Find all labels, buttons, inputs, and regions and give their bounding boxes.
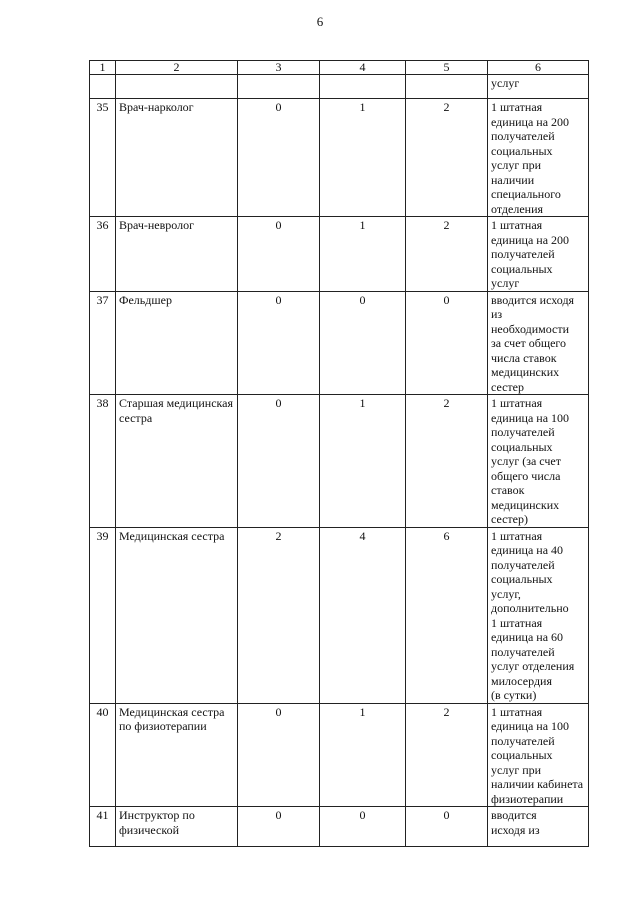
note-line: сестер) [491, 512, 528, 526]
page-number: 6 [316, 14, 324, 29]
note-line: социальных [491, 748, 553, 762]
position-name: Инструктор по физической [116, 807, 238, 847]
staffing-note [488, 217, 589, 292]
note-line: получателей [491, 129, 555, 143]
staffing-note [488, 527, 589, 703]
note-line: 1 штатная [491, 615, 543, 630]
note-line: единица на 40 [491, 543, 564, 557]
note-line: из [491, 307, 503, 321]
note-line: числа ставок [491, 350, 557, 365]
note-line: дополнительно [491, 601, 569, 615]
column-number: 1 [90, 61, 116, 75]
value-cell: 1 [320, 217, 406, 292]
row-number: 39 [90, 527, 116, 703]
position-name: Медицинская сестра [116, 527, 238, 703]
note-line: получателей [491, 247, 555, 261]
note-line: сестер [491, 379, 524, 394]
value-cell: 2 [406, 99, 488, 217]
note-line: получателей [491, 425, 555, 439]
value-cell: 2 [238, 527, 320, 703]
position-name: Медицинская сестра по физиотерапии [116, 703, 238, 807]
note-line: исходя из [491, 822, 540, 837]
note-line: социальных [491, 261, 553, 276]
table-cell [90, 75, 116, 99]
value-cell: 1 [320, 395, 406, 528]
note-line: услуг при [491, 158, 542, 172]
value-cell: 0 [238, 395, 320, 528]
staffing-note [488, 291, 589, 395]
note-line: 1 штатная [491, 396, 543, 410]
value-cell: 0 [320, 291, 406, 395]
note-line: услуг (за счет [491, 454, 561, 468]
table-row [90, 291, 589, 395]
value-cell: 0 [320, 807, 406, 847]
column-number-row [90, 61, 589, 75]
value-cell: 0 [406, 291, 488, 395]
note-line: 1 штатная [491, 704, 543, 719]
row-number: 36 [90, 217, 116, 292]
value-cell: 2 [406, 395, 488, 528]
note-line: медицинских [491, 497, 560, 512]
staffing-note [488, 807, 589, 847]
position-name: Старшая медицинская сестра [116, 395, 238, 528]
value-cell: 0 [406, 807, 488, 847]
note-line: единица на 60 [491, 630, 564, 644]
row-number: 38 [90, 395, 116, 528]
note-line: наличии [491, 172, 535, 187]
note-line: отделения [491, 201, 544, 216]
note-line: необходимости [491, 321, 570, 336]
table-cell [238, 75, 320, 99]
column-number: 2 [116, 61, 238, 75]
table-row [90, 395, 589, 528]
row-number: 35 [90, 99, 116, 217]
value-cell: 0 [238, 807, 320, 847]
note-line: услуг при [491, 762, 542, 777]
note-line: социальных [491, 439, 553, 454]
value-cell: 1 [320, 99, 406, 217]
note-line: ставок [491, 483, 525, 497]
column-number: 3 [238, 61, 320, 75]
row-number: 40 [90, 703, 116, 807]
note-line: получателей [491, 733, 555, 748]
table-row [90, 217, 589, 292]
note-line: наличии кабинета [491, 777, 584, 791]
note-line: социальных [491, 572, 553, 586]
column-number: 6 [488, 61, 589, 75]
position-name: Врач-невролог [116, 217, 238, 292]
note-line: милосердия [491, 673, 552, 688]
value-cell: 0 [238, 703, 320, 807]
note-line: за счет общего [491, 336, 567, 350]
note-line: вводится исходя [491, 292, 575, 307]
note-line: единица на 200 [491, 232, 570, 247]
staffing-note [488, 703, 589, 807]
continuation-row [90, 75, 589, 99]
continuation-note: услуг [488, 75, 589, 99]
note-line: услуг [491, 276, 520, 290]
value-cell: 0 [238, 99, 320, 217]
note-line: (в сутки) [491, 688, 537, 702]
table-row [90, 703, 589, 807]
column-number: 4 [320, 61, 406, 75]
row-number: 41 [90, 807, 116, 847]
note-line: специального [491, 187, 561, 201]
value-cell: 0 [238, 291, 320, 395]
note-line: социальных [491, 143, 553, 158]
table-cell [320, 75, 406, 99]
table-cell [406, 75, 488, 99]
value-cell: 2 [406, 217, 488, 292]
position-name: Врач-нарколог [116, 99, 238, 217]
note-line: вводится [491, 808, 537, 822]
note-line: единица на 100 [491, 410, 570, 425]
value-cell: 2 [406, 703, 488, 807]
table-row [90, 527, 589, 703]
value-cell: 1 [320, 703, 406, 807]
note-line: физиотерапии [491, 791, 564, 806]
table-row [90, 99, 589, 217]
note-line: получателей [491, 557, 555, 572]
note-line: единица на 200 [491, 114, 570, 129]
value-cell: 6 [406, 527, 488, 703]
table-cell [116, 75, 238, 99]
staffing-note [488, 395, 589, 528]
note-line: единица на 100 [491, 719, 570, 733]
row-number: 37 [90, 291, 116, 395]
note-line: услуг, [491, 586, 521, 601]
staffing-note [488, 99, 589, 217]
note-line: 1 штатная [491, 100, 543, 114]
note-line: 1 штатная [491, 218, 543, 232]
position-name: Фельдшер [116, 291, 238, 395]
value-cell: 4 [320, 527, 406, 703]
table-row [90, 807, 589, 847]
note-line: 1 штатная [491, 528, 543, 543]
note-line: медицинских [491, 365, 560, 379]
note-line: общего числа [491, 468, 561, 483]
note-line: получателей [491, 644, 555, 659]
column-number: 5 [406, 61, 488, 75]
note-line: услуг отделения [491, 659, 575, 673]
value-cell: 0 [238, 217, 320, 292]
staffing-table [89, 60, 589, 847]
